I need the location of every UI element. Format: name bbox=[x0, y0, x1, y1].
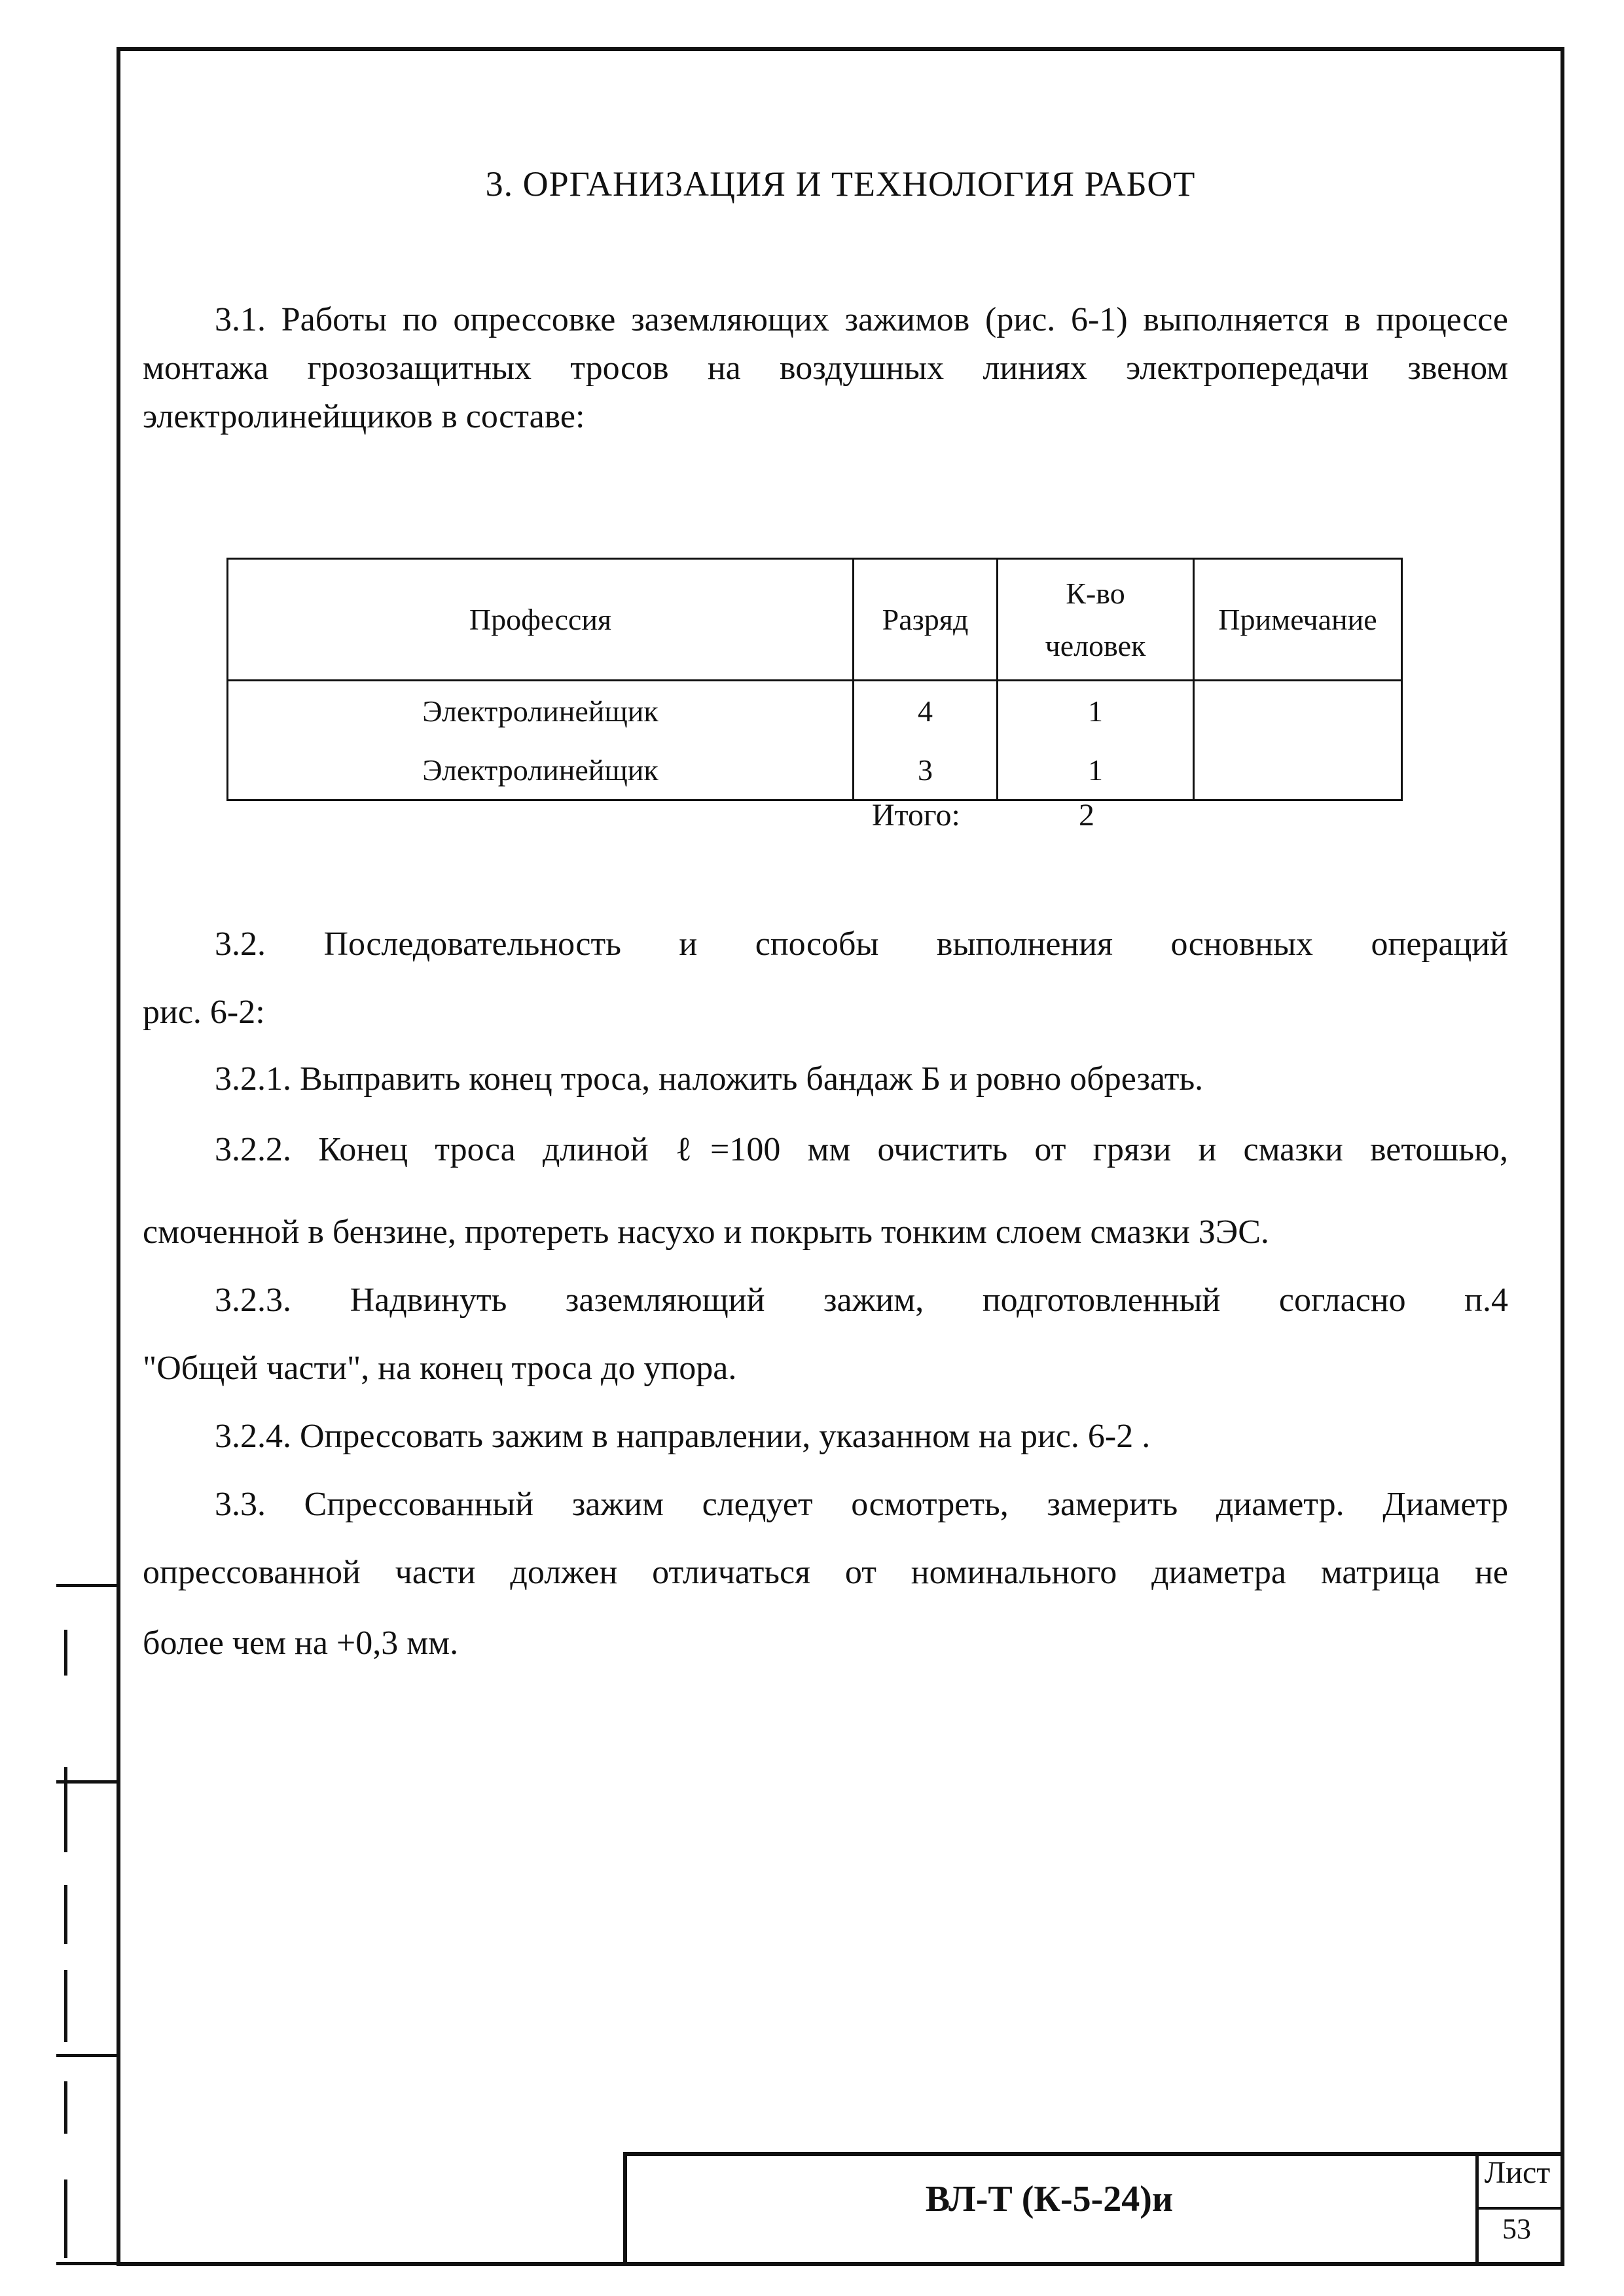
margin-strip-line bbox=[64, 1767, 67, 1852]
margin-strip-line bbox=[64, 1970, 67, 2042]
paragraph-3-1-text: 3.1. Работы по опрессовке заземляющих зажимов (рис. 6-1) выполняется в процессе монтажа грозозащитных тросов на воздушных линиях электропередачи звеном электролинейщиков в составе: bbox=[143, 301, 1508, 435]
header-note: Примечание bbox=[1194, 559, 1402, 681]
margin-strip-line bbox=[56, 1584, 117, 1587]
paragraph-3-3-line3: более чем на +0,3 мм. bbox=[143, 1624, 459, 1662]
header-count-line1: К-во bbox=[1066, 576, 1125, 610]
paragraph-3-2-4-text: 3.2.4. Опрессовать зажим в направлении, указанном на рис. 6-2 . bbox=[215, 1418, 1151, 1455]
table-row bbox=[228, 740, 1402, 800]
cell-count: 1 bbox=[998, 740, 1194, 800]
paragraph-3-2-2-line1 bbox=[143, 1126, 1508, 1174]
margin-strip-line bbox=[64, 1885, 67, 1944]
margin-strip-line bbox=[56, 2054, 117, 2057]
cell-grade: 4 bbox=[854, 681, 998, 741]
sheet-number: 53 bbox=[1502, 2213, 1531, 2245]
cell-profession: Электролинейщик bbox=[228, 681, 854, 741]
section-title: 3. ОРГАНИЗАЦИЯ И ТЕХНОЛОГИЯ РАБОТ bbox=[485, 164, 1196, 204]
header-count bbox=[998, 559, 1194, 681]
paragraph-3-2-line1 bbox=[143, 920, 1508, 969]
paragraph-3-2-line1-text: 3.2. Последовательность и способы выполнения основных операций bbox=[215, 925, 1508, 963]
paragraph-3-3-line2: опрессованной части должен отличаться от номинального диаметра матрица не bbox=[143, 1554, 1508, 1591]
paragraph-3-2-1 bbox=[143, 1055, 1508, 1103]
crew-table bbox=[226, 558, 1403, 801]
cell-grade: 3 bbox=[854, 740, 998, 800]
cell-count: 1 bbox=[998, 681, 1194, 741]
margin-strip-line bbox=[64, 1630, 67, 1676]
paragraph-3-2-line2: рис. 6-2: bbox=[143, 994, 265, 1031]
cell-profession: Электролинейщик bbox=[228, 740, 854, 800]
sheet-label: Лист bbox=[1484, 2155, 1551, 2190]
paragraph-3-3-line1 bbox=[143, 1480, 1508, 1529]
table-row bbox=[228, 681, 1402, 741]
paragraph-3-2-4 bbox=[143, 1412, 1508, 1461]
margin-strip-line bbox=[64, 2081, 67, 2134]
cell-note bbox=[1194, 681, 1402, 741]
total-label: Итого: bbox=[872, 798, 960, 833]
margin-strip-line bbox=[56, 2262, 117, 2265]
table-header-row bbox=[228, 559, 1402, 681]
header-grade: Разряд bbox=[854, 559, 998, 681]
paragraph-3-2-2-line1-text: 3.2.2. Конец троса длиной ℓ=100 мм очистить от грязи и смазки ветошью, bbox=[215, 1131, 1508, 1168]
paragraph-3-2-1-text: 3.2.1. Выправить конец троса, наложить бандаж Б и ровно обрезать. bbox=[215, 1060, 1204, 1098]
paragraph-3-2-3-line1 bbox=[143, 1276, 1508, 1325]
paragraph-3-2-3-line2: "Общей части", на конец троса до упора. bbox=[143, 1350, 737, 1387]
total-value: 2 bbox=[1079, 798, 1094, 833]
paragraph-3-1 bbox=[143, 296, 1508, 441]
sheet-divider bbox=[1475, 2207, 1561, 2210]
margin-strip-line bbox=[64, 2179, 67, 2258]
header-count-line2: человек bbox=[1045, 628, 1146, 662]
cell-note bbox=[1194, 740, 1402, 800]
document-code: ВЛ-Т (К-5-24)и bbox=[925, 2179, 1174, 2219]
header-profession: Профессия bbox=[228, 559, 854, 681]
paragraph-3-2-3-line1-text: 3.2.3. Надвинуть заземляющий зажим, подготовленный согласно п.4 bbox=[215, 1282, 1508, 1319]
paragraph-3-3-line1-text: 3.3. Спрессованный зажим следует осмотреть, замерить диаметр. Диаметр bbox=[215, 1486, 1508, 1523]
paragraph-3-2-2-line2: смоченной в бензине, протереть насухо и покрыть тонким слоем смазки ЗЭС. bbox=[143, 1213, 1269, 1251]
